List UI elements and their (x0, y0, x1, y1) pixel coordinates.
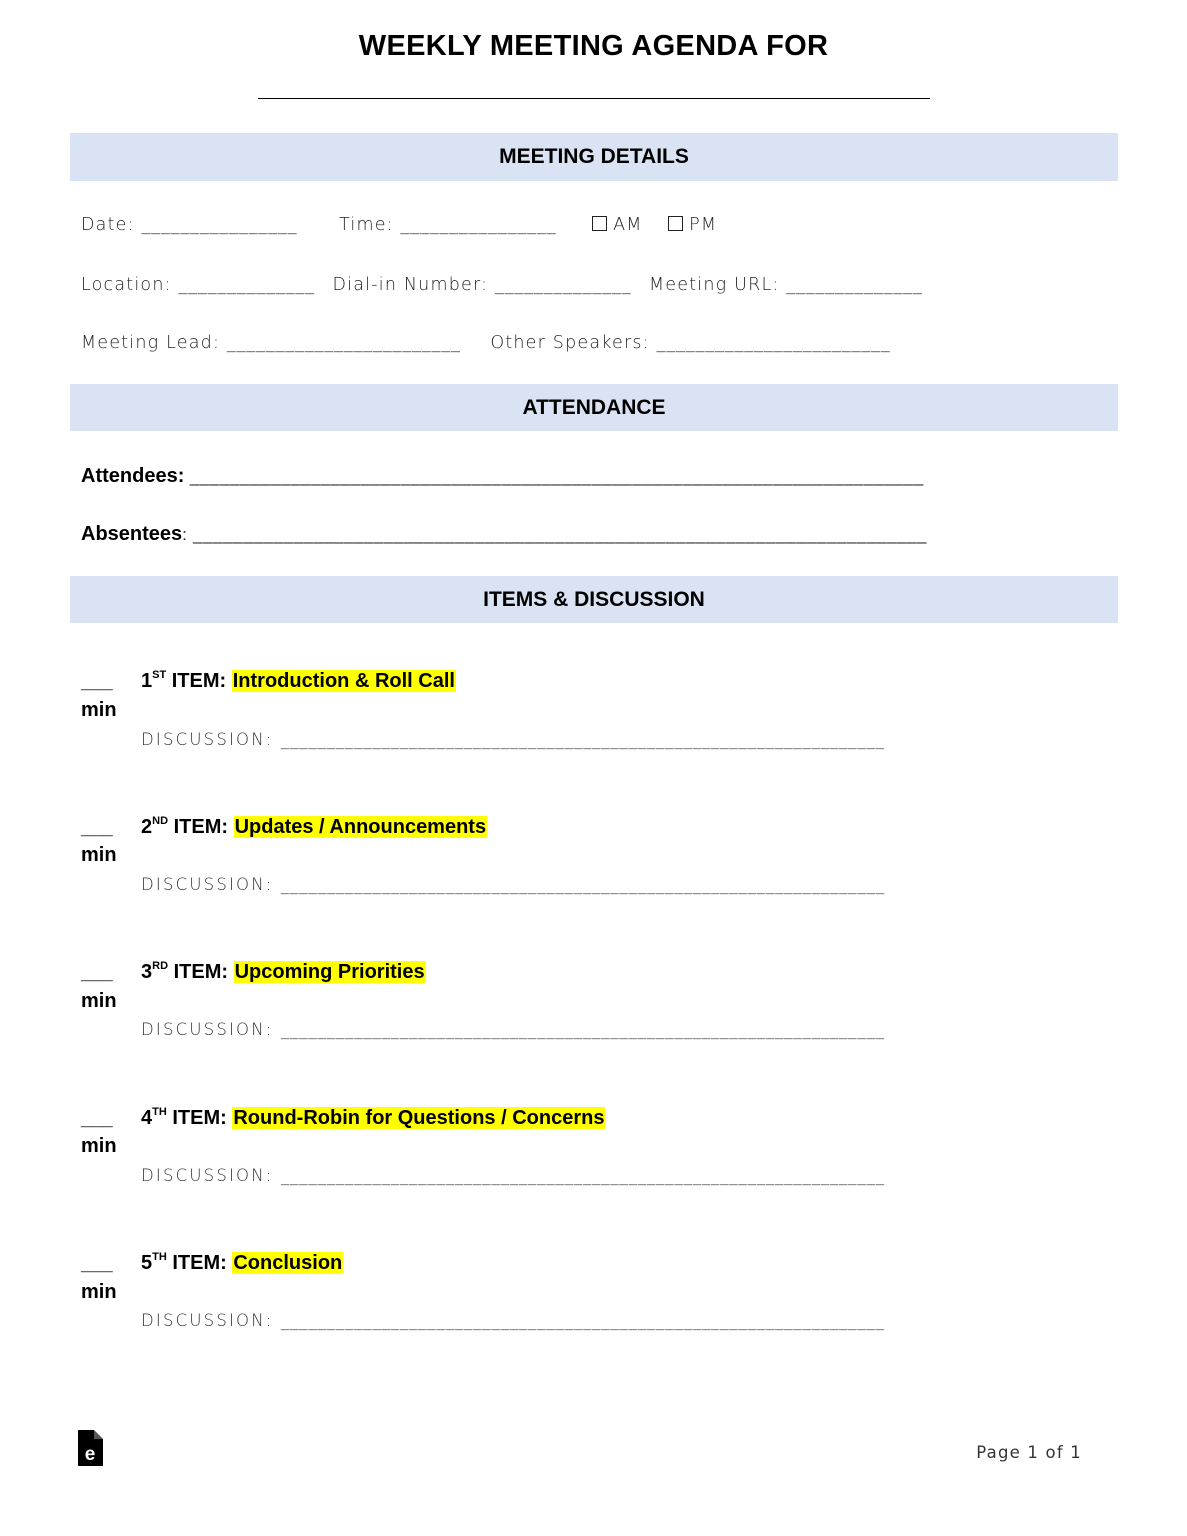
dialin-label: Dial-in Number: (332, 275, 489, 295)
title-blank-line[interactable] (258, 98, 930, 99)
absentees-row (81, 523, 927, 546)
document-title: WEEKLY MEETING AGENDA FOR (358, 30, 829, 62)
minutes-field[interactable]: ___ (81, 818, 113, 839)
minutes-field[interactable]: ___ (81, 1109, 113, 1130)
agenda-item-heading (141, 960, 426, 984)
item-number: 3 (141, 961, 153, 983)
item-number: 4 (141, 1107, 153, 1129)
lead-row (81, 333, 891, 353)
meeting-url-field[interactable]: ______________ (786, 275, 923, 295)
discussion-label: DISCUSSION: (141, 1020, 274, 1039)
attendees-label: Attendees: (81, 465, 185, 487)
item-topic: Upcoming Priorities (234, 961, 425, 983)
discussion-field[interactable]: __________________________________________________________________ (281, 1166, 885, 1185)
other-speakers-field[interactable]: ________________________ (656, 333, 891, 353)
agenda-item-heading (141, 669, 456, 693)
item-ordinal: TH (152, 1251, 167, 1263)
discussion-field[interactable]: __________________________________________________________________ (281, 1311, 885, 1330)
item-word: ITEM: (172, 1252, 227, 1274)
minutes-label: min (81, 1135, 117, 1157)
logo-letter: e (84, 1444, 96, 1465)
minutes-field[interactable]: ___ (81, 963, 113, 984)
attendees-field[interactable]: _________________________________________________________________________ (189, 467, 924, 486)
item-number: 1 (141, 670, 153, 692)
agenda-item-heading (141, 1106, 605, 1130)
discussion-label: DISCUSSION: (141, 730, 274, 749)
agenda-item-heading (141, 815, 487, 839)
date-time-row (81, 215, 717, 235)
discussion-label: DISCUSSION: (141, 875, 274, 894)
discussion-row (141, 1166, 885, 1185)
item-word: ITEM: (172, 1107, 227, 1129)
absentees-label: Absentees (81, 523, 183, 545)
item-ordinal: ST (152, 669, 167, 681)
eforms-logo-icon (78, 1430, 103, 1466)
discussion-field[interactable]: __________________________________________________________________ (281, 875, 885, 894)
meeting-lead-field[interactable]: ________________________ (226, 333, 461, 353)
dialin-field[interactable]: ______________ (494, 275, 632, 295)
item-topic: Introduction & Roll Call (232, 670, 455, 692)
minutes-label: min (81, 990, 117, 1012)
item-word: ITEM: (171, 670, 227, 692)
item-ordinal: RD (152, 960, 169, 972)
location-row (81, 275, 923, 295)
discussion-field[interactable]: __________________________________________________________________ (281, 1020, 885, 1039)
minutes-field[interactable]: ___ (81, 1254, 113, 1275)
item-number: 2 (141, 816, 153, 838)
date-label: Date: (81, 215, 135, 235)
discussion-row (141, 730, 885, 749)
discussion-field[interactable]: __________________________________________________________________ (281, 730, 885, 749)
time-label: Time: (339, 215, 394, 235)
other-speakers-label: Other Speakers: (490, 333, 650, 353)
item-number: 5 (141, 1252, 153, 1274)
pm-checkbox[interactable] (668, 216, 683, 231)
absentees-colon: : (182, 525, 188, 544)
meeting-lead-label: Meeting Lead: (81, 333, 221, 353)
am-checkbox[interactable] (592, 216, 607, 231)
pm-label: PM (689, 215, 718, 235)
am-label: AM (613, 215, 643, 235)
item-topic: Updates / Announcements (234, 816, 487, 838)
discussion-row (141, 875, 885, 894)
page-number: Page 1 of 1 (976, 1443, 1082, 1462)
item-word: ITEM: (173, 816, 229, 838)
agenda-item-heading (141, 1251, 343, 1275)
attendees-row (81, 465, 924, 488)
meeting-url-label: Meeting URL: (648, 275, 780, 295)
item-ordinal: TH (152, 1106, 167, 1118)
minutes-field[interactable]: ___ (81, 672, 113, 693)
section-header-meeting-details: MEETING DETAILS (70, 133, 1118, 181)
minutes-label: min (81, 699, 117, 721)
section-header-items-discussion: ITEMS & DISCUSSION (70, 576, 1118, 623)
minutes-label: min (81, 844, 117, 866)
discussion-label: DISCUSSION: (141, 1311, 274, 1330)
location-field[interactable]: ______________ (178, 275, 315, 295)
item-ordinal: ND (152, 815, 169, 827)
location-label: Location: (81, 275, 172, 295)
time-field[interactable]: ________________ (400, 215, 557, 235)
item-word: ITEM: (173, 961, 229, 983)
item-topic: Conclusion (233, 1252, 343, 1274)
absentees-field[interactable]: _________________________________________________________________________ (193, 525, 928, 544)
date-field[interactable]: ________________ (141, 215, 298, 235)
discussion-row (141, 1311, 885, 1330)
section-header-attendance: ATTENDANCE (70, 384, 1118, 431)
discussion-label: DISCUSSION: (141, 1166, 274, 1185)
minutes-label: min (81, 1281, 117, 1303)
discussion-row (141, 1020, 885, 1039)
item-topic: Round-Robin for Questions / Concerns (233, 1107, 605, 1129)
